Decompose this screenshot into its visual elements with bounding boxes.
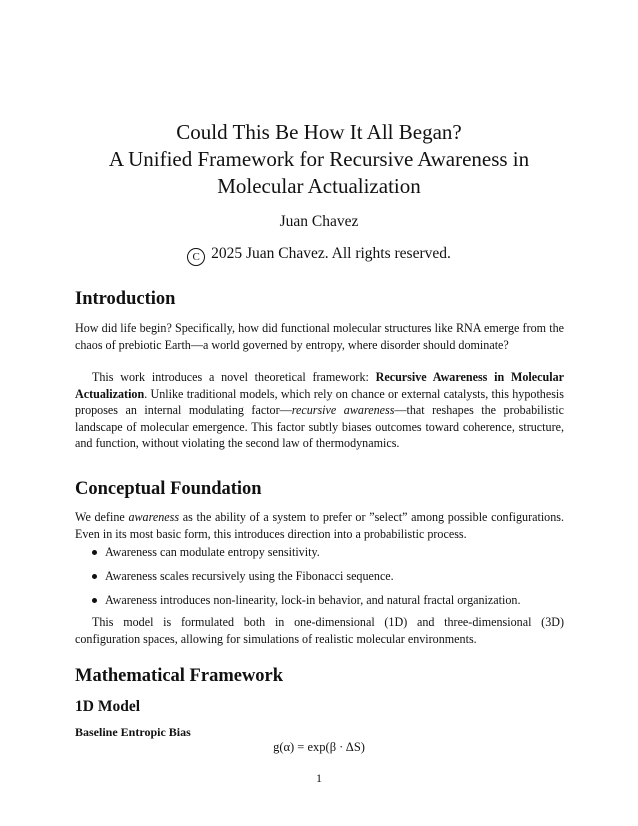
concept-paragraph-1	[75, 509, 564, 542]
title-line: A Unified Framework for Recursive Awareness in	[108, 147, 530, 171]
text-run: . Unlike traditional models, which rely on chance or external catalysts, this hypothesis proposes an internal modulating factor—	[75, 386, 564, 417]
text-run: We define	[75, 510, 129, 524]
bullet-icon	[92, 574, 97, 579]
copyright-text: 2025 Juan Chavez. All rights reserved.	[211, 245, 451, 262]
bullet-icon	[92, 598, 97, 603]
text-run: as the ability of a system to prefer or ”select” among possible configurations. Even in its most basic form, this introduces direction into a probabilistic process.	[75, 510, 565, 541]
copyright-icon: C	[187, 248, 205, 266]
emphasis-term: awareness	[128, 510, 180, 524]
page-number: 1	[316, 771, 322, 785]
author-name: Juan Chavez	[279, 213, 359, 230]
text-run: This work introduces a novel theoretical framework:	[92, 370, 376, 384]
emphasis-term: recursive awareness	[291, 403, 395, 417]
text-run: —that reshapes the probabilistic landscape of molecular emergence. This factor subtly biases outcomes toward coherence, structure, and function, without violating the second law of thermodynamics.	[75, 403, 565, 450]
list-item	[75, 592, 564, 609]
list-item-text: Awareness can modulate entropy sensitivity.	[105, 545, 320, 559]
intro-paragraph-2	[75, 369, 564, 452]
section-heading-introduction: Introduction	[75, 289, 176, 309]
section-heading-conceptual-foundation: Conceptual Foundation	[75, 479, 262, 499]
paragraph-heading-baseline-entropic-bias: Baseline Entropic Bias	[75, 725, 191, 739]
title-line: Could This Be How It All Began?	[176, 120, 462, 144]
bullet-list	[75, 544, 564, 616]
title-line: Molecular Actualization	[217, 174, 421, 198]
framework-name: Recursive Awareness in Molecular Actualization	[75, 370, 564, 401]
list-item-text: Awareness scales recursively using the Fibonacci sequence.	[105, 569, 394, 583]
subsection-heading-1d-model: 1D Model	[75, 698, 141, 715]
copyright-notice	[0, 244, 638, 266]
concept-paragraph-2: This model is formulated both in one-dimensional (1D) and three-dimensional (3D) configuration spaces, allowing for simulations of realistic molecular environments.	[75, 615, 564, 646]
intro-paragraph-1: How did life begin? Specifically, how did functional molecular structures like RNA emerge from the chaos of prebiotic Earth—a world governed by entropy, where disorder should dominate?	[75, 321, 564, 352]
equation: g(α) = exp(β · ΔS)	[273, 740, 365, 754]
list-item	[75, 568, 564, 585]
bullet-icon	[92, 550, 97, 555]
section-heading-mathematical-framework: Mathematical Framework	[75, 666, 284, 686]
list-item-text: Awareness introduces non-linearity, lock-in behavior, and natural fractal organization.	[105, 593, 521, 607]
list-item	[75, 544, 564, 561]
